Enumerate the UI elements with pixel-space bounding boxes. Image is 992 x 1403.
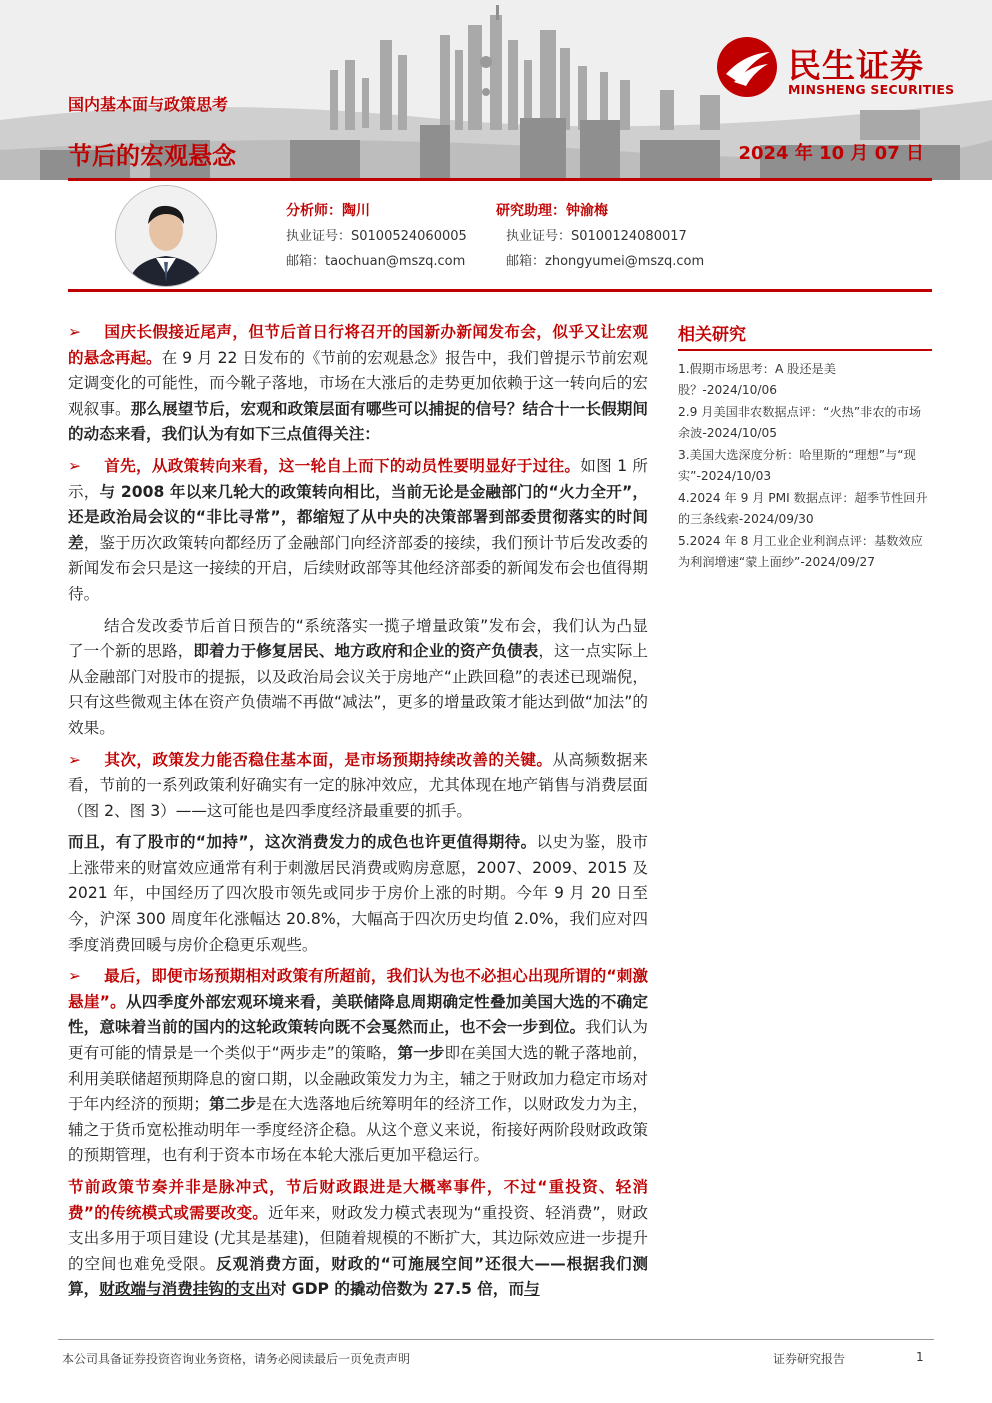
paragraph-point-3: ➢ 最后，即便市场预期相对政策有所超前，我们认为也不必担心出现所谓的“刺激悬崖”。从四季度外部宏观环境来看，美联储降息周期确定性叠加美国大选的不确定性，意味着当前的国内的这轮政策转向既不会戛然而止，也不会一步到位。我们认为更有可能的情景是一个类似于“两步走”的策略，第一步即在美国大选的靴子落地前，利用美联储超预期降息的窗口期，以金融政策发力为主，辅之于财政加力稳定市场对于年内经济的预期；第二步是在大选落地后统筹明年的经济工作，以财政发力为主，辅之于货币宽松推动明年一季度经济企稳。从这个意义来说，衔接好两阶段财政政策的预期管理，也有利于资本市场在本轮大涨后更加平稳运行。 [68,964,648,1169]
related-research-divider [678,349,932,351]
assistant-name: 研究助理：钟渝梅 [496,203,608,219]
analyst-divider [68,289,932,292]
paragraph-point-2-detail: 而且，有了股市的“加持”，这次消费发力的成色也许更值得期待。以史为鉴，股市上涨带来的财富效应通常有利于刺激居民消费或购房意愿，2007、2009、2015 及 2021 年，中国经历了四次股市领先或同步于房价上涨的时期。今年 9 月 20 日至今，沪深 300 周度年化涨幅达 20.8%，大幅高于四次历史均值 2.0%，我们应对四季度消费回暖与房价企稳更乐观些。 [68,833,648,954]
footer-disclaimer: 本公司具备证券投资咨询业务资格，请务必阅读最后一页免责声明 [62,1352,411,1366]
paragraph-fiscal: 节前政策节奏并非是脉冲式，节后财政跟进是大概率事件，不过“重投资、轻消费”的传统模式或需要改变。近年来，财政发力模式表现为“重投资、轻消费”，财政支出多用于项目建设 (尤其是基建)，但随着规模的不断扩大，其边际效应进一步提升的空间也难免受限。反观消费方面，财政的“可施展空间”还很大——根据我们测算，财政端与消费挂钩的支出对 GDP 的撬动倍数为 27.5 倍，而与 [68,1178,648,1299]
related-research-item[interactable]: 3.美国大选深度分析：哈里斯的“理想”与“现实”-2024/10/03 [678,448,916,483]
related-research-sidebar [678,320,932,574]
related-research-item[interactable]: 4.2024 年 9 月 PMI 数据点评：超季节性回升的三条线索-2024/09/30 [678,491,928,526]
paragraph-point-2: ➢ 其次，政策发力能否稳住基本面，是市场预期持续改善的关键。从高频数据来看，节前的一系列政策利好确实有一定的脉冲效应，尤其体现在地产销售与消费层面（图 2、图 3）——这可能也是四季度经济最重要的抓手。 [68,748,648,825]
analyst-cert: 执业证号：S0100524060005 [286,229,467,244]
analyst-email[interactable]: 邮箱：taochuan@mszq.com [286,254,466,269]
logo-english-name: MINSHENG SECURITIES [788,82,955,97]
report-body [68,320,648,1309]
minsheng-logo-icon [716,36,778,98]
assistant-email[interactable]: 邮箱：zhongyumei@mszq.com [506,254,705,269]
paragraph-point-1: ➢ 首先，从政策转向来看，这一轮自上而下的动员性要明显好于过往。如图 1 所示，与 2008 年以来几轮大的政策转向相比，当前无论是金融部门的“火力全开”，还是政治局会议的“非比寻常”，都缩短了从中央的决策部署到部委贯彻落实的时间差，鉴于历次政策转向都经历了金融部门向经济部委的接续，我们预计节后发改委的新闻发布会只是这一接续的开启，后续财政部等其他经济部委的新闻发布会也值得期待。 [68,454,648,608]
assistant-cert: 执业证号：S0100124080017 [506,229,687,244]
bullet-arrow-icon: ➢ [68,750,82,769]
bullet-arrow-icon: ➢ [68,323,82,341]
related-research-item[interactable]: 2.9 月美国非农数据点评：“火热”非农的市场余波-2024/10/05 [678,405,922,440]
bullet-arrow-icon: ➢ [68,967,82,986]
report-series: 国内基本面与政策思考 [68,95,229,114]
page-number: 1 [916,1350,924,1364]
analyst-name: 分析师：陶川 [286,203,370,219]
logo-chinese-name: 民生证券 [788,46,924,85]
report-title: 节后的宏观悬念 [68,142,236,170]
footer-divider [58,1339,934,1340]
report-date: 2024 年 10 月 07 日 [738,143,924,164]
header-divider [68,178,932,181]
header-banner [0,0,992,180]
paragraph-point-1-detail: 结合发改委节后首日预告的“系统落实一揽子增量政策”发布会，我们认为凸显了一个新的思路，即着力于修复居民、地方政府和企业的资产负债表，这一点实际上从金融部门对股市的提振，以及政治局会议关于房地产“止跌回稳”的表述已现端倪，只有这些微观主体在资产负债端不再做“减法”，更多的增量政策才能达到做“加法”的效果。 [68,616,648,737]
company-logo [716,36,966,102]
related-research-item[interactable]: 1.假期市场思考：A 股还是美股？-2024/10/06 [678,362,836,397]
related-research-title: 相关研究 [678,325,746,345]
analyst-avatar [115,185,217,287]
paragraph-intro: ➢ 国庆长假接近尾声，但节后首日行将召开的国新办新闻发布会，似乎又让宏观的悬念再起。在 9 月 22 日发布的《节前的宏观悬念》报告中，我们曾提示节前宏观定调变化的可能性，而今靴子落地，市场在大涨后的走势更加依赖于这一转向后的宏观叙事。那么展望节后，宏观和政策层面有哪些可以捕捉的信号？结合十一长假期间的动态来看，我们认为有如下三点值得关注： [68,320,648,448]
bullet-arrow-icon: ➢ [68,456,82,475]
footer-report-type: 证券研究报告 [773,1352,846,1366]
related-research-item[interactable]: 5.2024 年 8 月工业企业利润点评：基数效应为利润增速“蒙上面纱”-2024/09/27 [678,534,923,569]
